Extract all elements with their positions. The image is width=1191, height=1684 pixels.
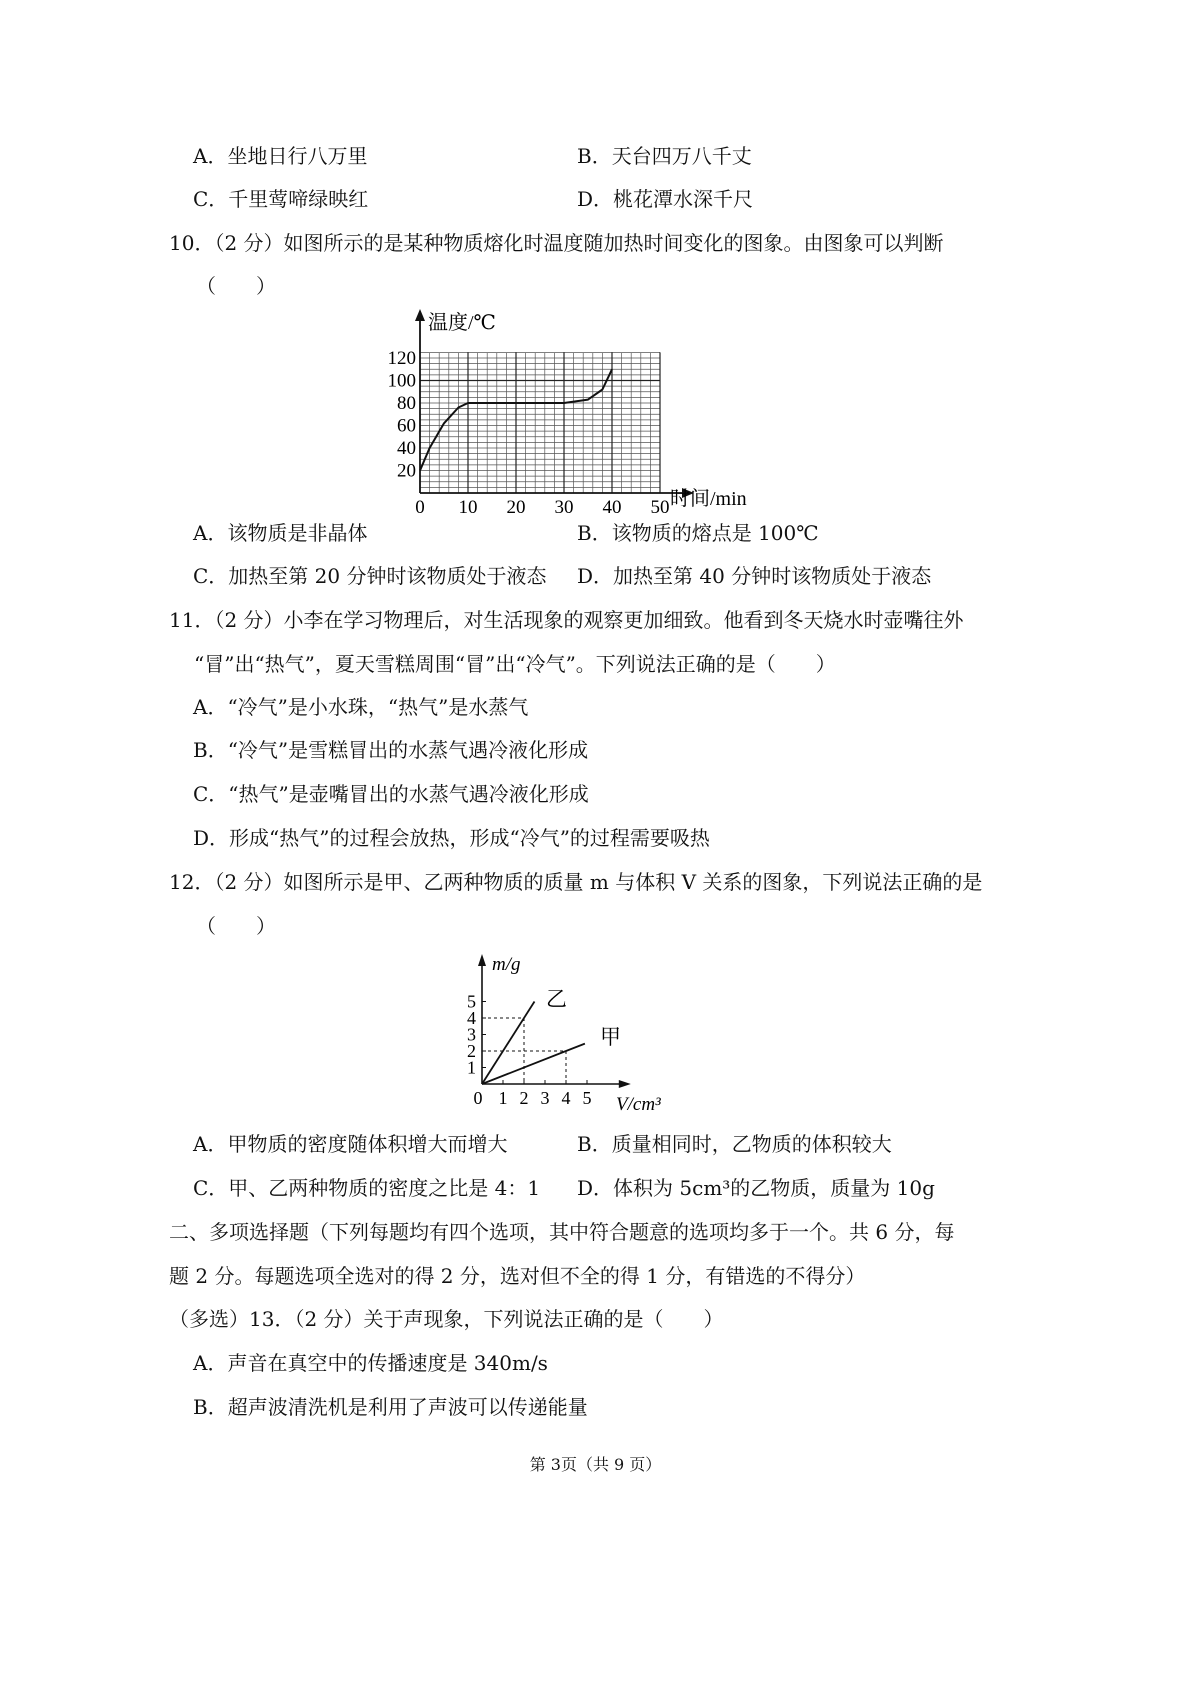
- q10-option-d[interactable]: D．加热至第 40 分钟时该物质处于液态: [577, 564, 932, 588]
- mass-volume-chart: [440, 948, 700, 1123]
- y-tick-label: 4: [467, 1008, 476, 1028]
- q11-option-d[interactable]: D．形成“热气”的过程会放热，形成“冷气”的过程需要吸热: [193, 826, 710, 850]
- y-tick-label: 60: [397, 415, 416, 437]
- q9-option-c[interactable]: C．千里莺啼绿映红: [193, 187, 369, 211]
- series-line-jia: [482, 1044, 585, 1084]
- q12-option-c[interactable]: C．甲、乙两种物质的密度之比是 4：1: [193, 1176, 541, 1200]
- q11-option-a[interactable]: A．“冷气”是小水珠，“热气”是水蒸气: [193, 695, 529, 719]
- section2-heading-line2: 题 2 分。每题选项全选对的得 2 分，选对但不全的得 1 分，有错选的不得分）: [169, 1264, 866, 1288]
- x-tick-label: 5: [582, 1088, 592, 1108]
- x-axis-label: 时间/min: [670, 488, 747, 510]
- x-tick-label: 20: [506, 497, 526, 518]
- y-tick-label: 100: [387, 370, 416, 392]
- q9-option-a[interactable]: A．坐地日行八万里: [193, 144, 368, 168]
- q9-option-d[interactable]: D．桃花潭水深千尺: [577, 187, 754, 211]
- y-tick-label: 5: [467, 991, 476, 1012]
- y-axis-arrow: [415, 309, 425, 321]
- series-label-yi: 乙: [546, 987, 567, 1011]
- x-tick-label: 1: [498, 1088, 508, 1108]
- x-tick-label: 3: [540, 1088, 550, 1108]
- page-footer: 第 3页（共 9 页）: [529, 1455, 662, 1474]
- q11-stem-line1: 11．（2 分）小李在学习物理后，对生活现象的观察更加细致。他看到冬天烧水时壶嘴往外: [169, 608, 964, 632]
- x-tick-label: 0: [415, 497, 425, 518]
- x-tick-label: 2: [519, 1088, 529, 1108]
- q11-option-b[interactable]: B．“冷气”是雪糕冒出的水蒸气遇冷液化形成: [193, 738, 589, 762]
- x-tick-label: 50: [650, 497, 670, 518]
- q13-option-b[interactable]: B．超声波清洗机是利用了声波可以传递能量: [193, 1395, 588, 1419]
- q9-option-b[interactable]: B．天台四万八千丈: [577, 144, 752, 168]
- x-tick-label: 10: [458, 497, 478, 518]
- q11-stem-line2: “冒”出“热气”，夏天雪糕周围“冒”出“冷气”。下列说法正确的是（ ）: [194, 652, 836, 676]
- melting-curve-chart: [380, 305, 780, 520]
- x-tick-label: 4: [561, 1088, 571, 1108]
- y-tick-label: 120: [387, 348, 416, 369]
- series-line-yi: [482, 1002, 535, 1085]
- y-tick-label: 40: [397, 438, 416, 459]
- q13-option-a[interactable]: A．声音在真空中的传播速度是 340m/s: [193, 1351, 548, 1375]
- y-tick-label: 80: [397, 393, 416, 414]
- q12-option-d[interactable]: D．体积为 5cm³的乙物质，质量为 10g: [577, 1176, 935, 1200]
- q10-option-c[interactable]: C．加热至第 20 分钟时该物质处于液态: [193, 564, 547, 588]
- q12-option-b[interactable]: B．质量相同时，乙物质的体积较大: [577, 1132, 892, 1156]
- q10-option-b[interactable]: B．该物质的熔点是 100℃: [577, 521, 819, 545]
- y-tick-label: 3: [467, 1024, 476, 1045]
- series-label-jia: 甲: [600, 1025, 621, 1049]
- y-tick-label: 2: [467, 1041, 476, 1061]
- q10-answer-blank: （ ）: [196, 274, 276, 298]
- x-tick-label: 0: [473, 1088, 483, 1108]
- q12-option-a[interactable]: A．甲物质的密度随体积增大而增大: [193, 1132, 508, 1156]
- section2-heading-line1: 二、多项选择题（下列每题均有四个选项，其中符合题意的选项均多于一个。共 6 分，每: [169, 1220, 955, 1244]
- y-tick-label: 20: [397, 460, 416, 482]
- q12-stem: 12．（2 分）如图所示是甲、乙两种物质的质量 m 与体积 V 关系的图象，下列说法正确的是: [169, 870, 983, 894]
- q10-stem: 10．（2 分）如图所示的是某种物质熔化时温度随加热时间变化的图象。由图象可以判断: [169, 231, 944, 255]
- y-tick-label: 1: [467, 1057, 476, 1078]
- x-tick-label: 40: [602, 497, 622, 518]
- q11-option-c[interactable]: C．“热气”是壶嘴冒出的水蒸气遇冷液化形成: [193, 782, 589, 806]
- x-axis-label: V/cm³: [616, 1094, 661, 1115]
- x-axis-arrow: [619, 1080, 631, 1088]
- y-axis-label: m/g: [492, 954, 521, 975]
- q13-stem: （多选）13．（2 分）关于声现象，下列说法正确的是（ ）: [169, 1307, 724, 1331]
- y-axis-arrow: [478, 954, 486, 966]
- q12-answer-blank: （ ）: [196, 914, 276, 938]
- y-axis-label: 温度/℃: [428, 312, 496, 334]
- x-tick-label: 30: [554, 497, 574, 518]
- q10-option-a[interactable]: A．该物质是非晶体: [193, 521, 368, 545]
